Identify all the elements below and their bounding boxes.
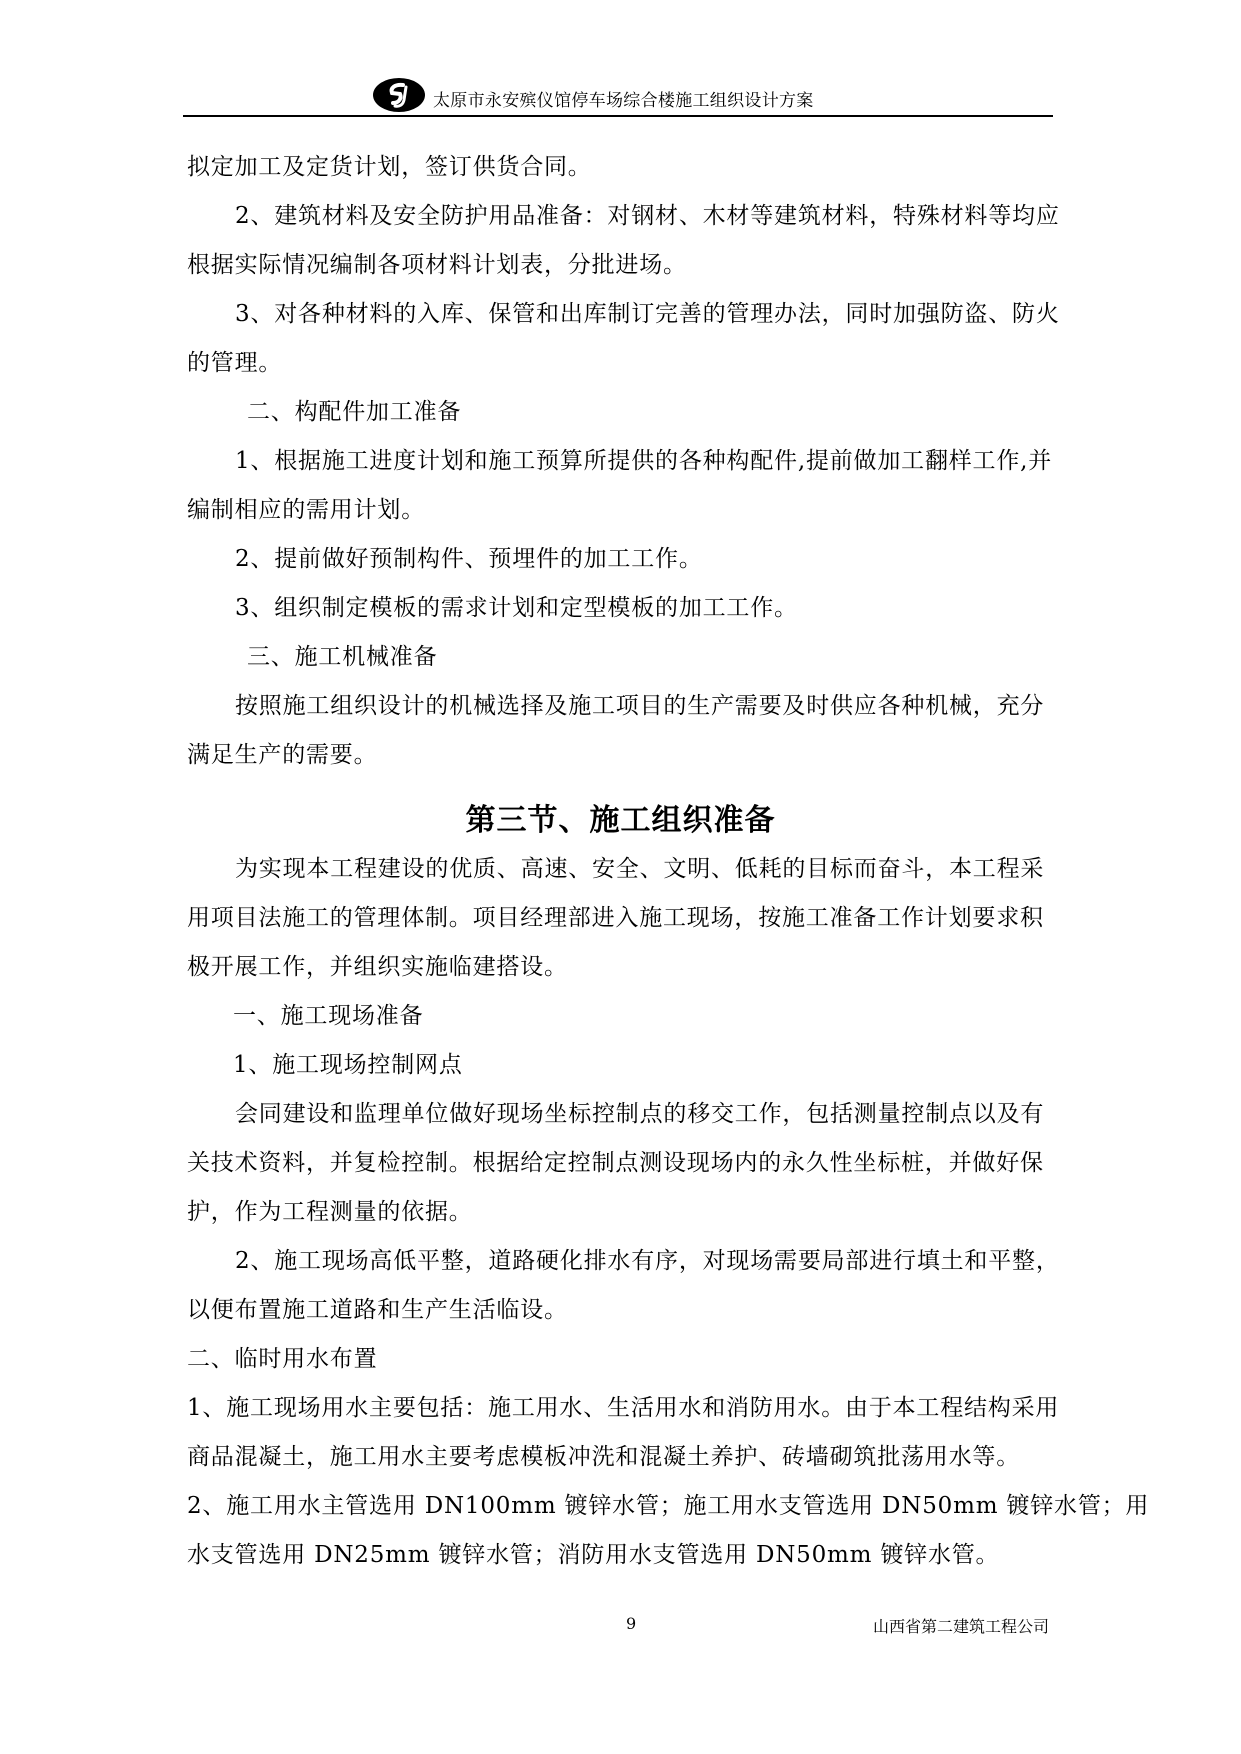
paragraph: 3、对各种材料的入库、保管和出库制订完善的管理办法，同时加强防盗、防火 (235, 301, 1060, 327)
subheading: 三、施工机械准备 (247, 644, 438, 670)
paragraph: 1、根据施工进度计划和施工预算所提供的各种构配件,提前做加工翻样工作,并 (235, 448, 1053, 474)
paragraph: 以便布置施工道路和生产生活临设。 (187, 1297, 568, 1323)
paragraph: 2、建筑材料及安全防护用品准备：对钢材、木材等建筑材料，特殊材料等均应 (235, 203, 1060, 229)
paragraph: 拟定加工及定货计划，签订供货合同。 (187, 154, 592, 180)
subheading: 1、施工现场控制网点 (233, 1052, 463, 1078)
footer-company: 山西省第二建筑工程公司 (873, 1617, 1050, 1636)
paragraph: 2、施工用水主管选用 DN100mm 镀锌水管；施工用水支管选用 DN50mm 镀锌水管；用 (187, 1493, 1150, 1519)
paragraph: 水支管选用 DN25mm 镀锌水管；消防用水支管选用 DN50mm 镀锌水管。 (187, 1542, 1000, 1568)
paragraph: 编制相应的需用计划。 (187, 497, 425, 523)
paragraph: 按照施工组织设计的机械选择及施工项目的生产需要及时供应各种机械，充分 (235, 693, 1045, 719)
subheading: 二、临时用水布置 (187, 1346, 378, 1372)
paragraph: 2、提前做好预制构件、预埋件的加工工作。 (235, 546, 703, 572)
paragraph: 1、施工现场用水主要包括：施工用水、生活用水和消防用水。由于本工程结构采用 (187, 1395, 1060, 1421)
paragraph: 为实现本工程建设的优质、高速、安全、文明、低耗的目标而奋斗，本工程采 (235, 856, 1045, 882)
paragraph: 会同建设和监理单位做好现场坐标控制点的移交工作，包括测量控制点以及有 (235, 1101, 1045, 1127)
body-bottom (187, 856, 1150, 1592)
paragraph: 护，作为工程测量的依据。 (187, 1199, 473, 1225)
paragraph: 2、施工现场高低平整，道路硬化排水有序，对现场需要局部进行填土和平整， (235, 1248, 1060, 1274)
section-title: 第三节、施工组织准备 (465, 803, 776, 838)
paragraph: 根据实际情况编制各项材料计划表，分批进场。 (187, 252, 687, 278)
body-top (187, 155, 1087, 792)
paragraph: 关技术资料，并复检控制。根据给定控制点测设现场内的永久性坐标桩，并做好保 (187, 1150, 1044, 1176)
subheading: 二、构配件加工准备 (247, 399, 462, 425)
header-title: 太原市永安殡仪馆停车场综合楼施工组织设计方案 (433, 91, 814, 111)
subheading: 一、施工现场准备 (233, 1003, 424, 1029)
paragraph: 极开展工作，并组织实施临建搭设。 (187, 954, 568, 980)
paragraph: 用项目法施工的管理体制。项目经理部进入施工现场，按施工准备工作计划要求积 (187, 905, 1044, 931)
paragraph: 3、组织制定模板的需求计划和定型模板的加工工作。 (235, 595, 798, 621)
paragraph: 满足生产的需要。 (187, 742, 378, 768)
page-number: 9 (626, 1614, 637, 1633)
paragraph: 的管理。 (187, 350, 283, 376)
paragraph: 商品混凝土，施工用水主要考虑模板冲洗和混凝土养护、砖墙砌筑批荡用水等。 (187, 1444, 1020, 1470)
header-divider (183, 115, 1053, 117)
company-logo-icon (373, 78, 425, 112)
page-header (183, 78, 1053, 118)
